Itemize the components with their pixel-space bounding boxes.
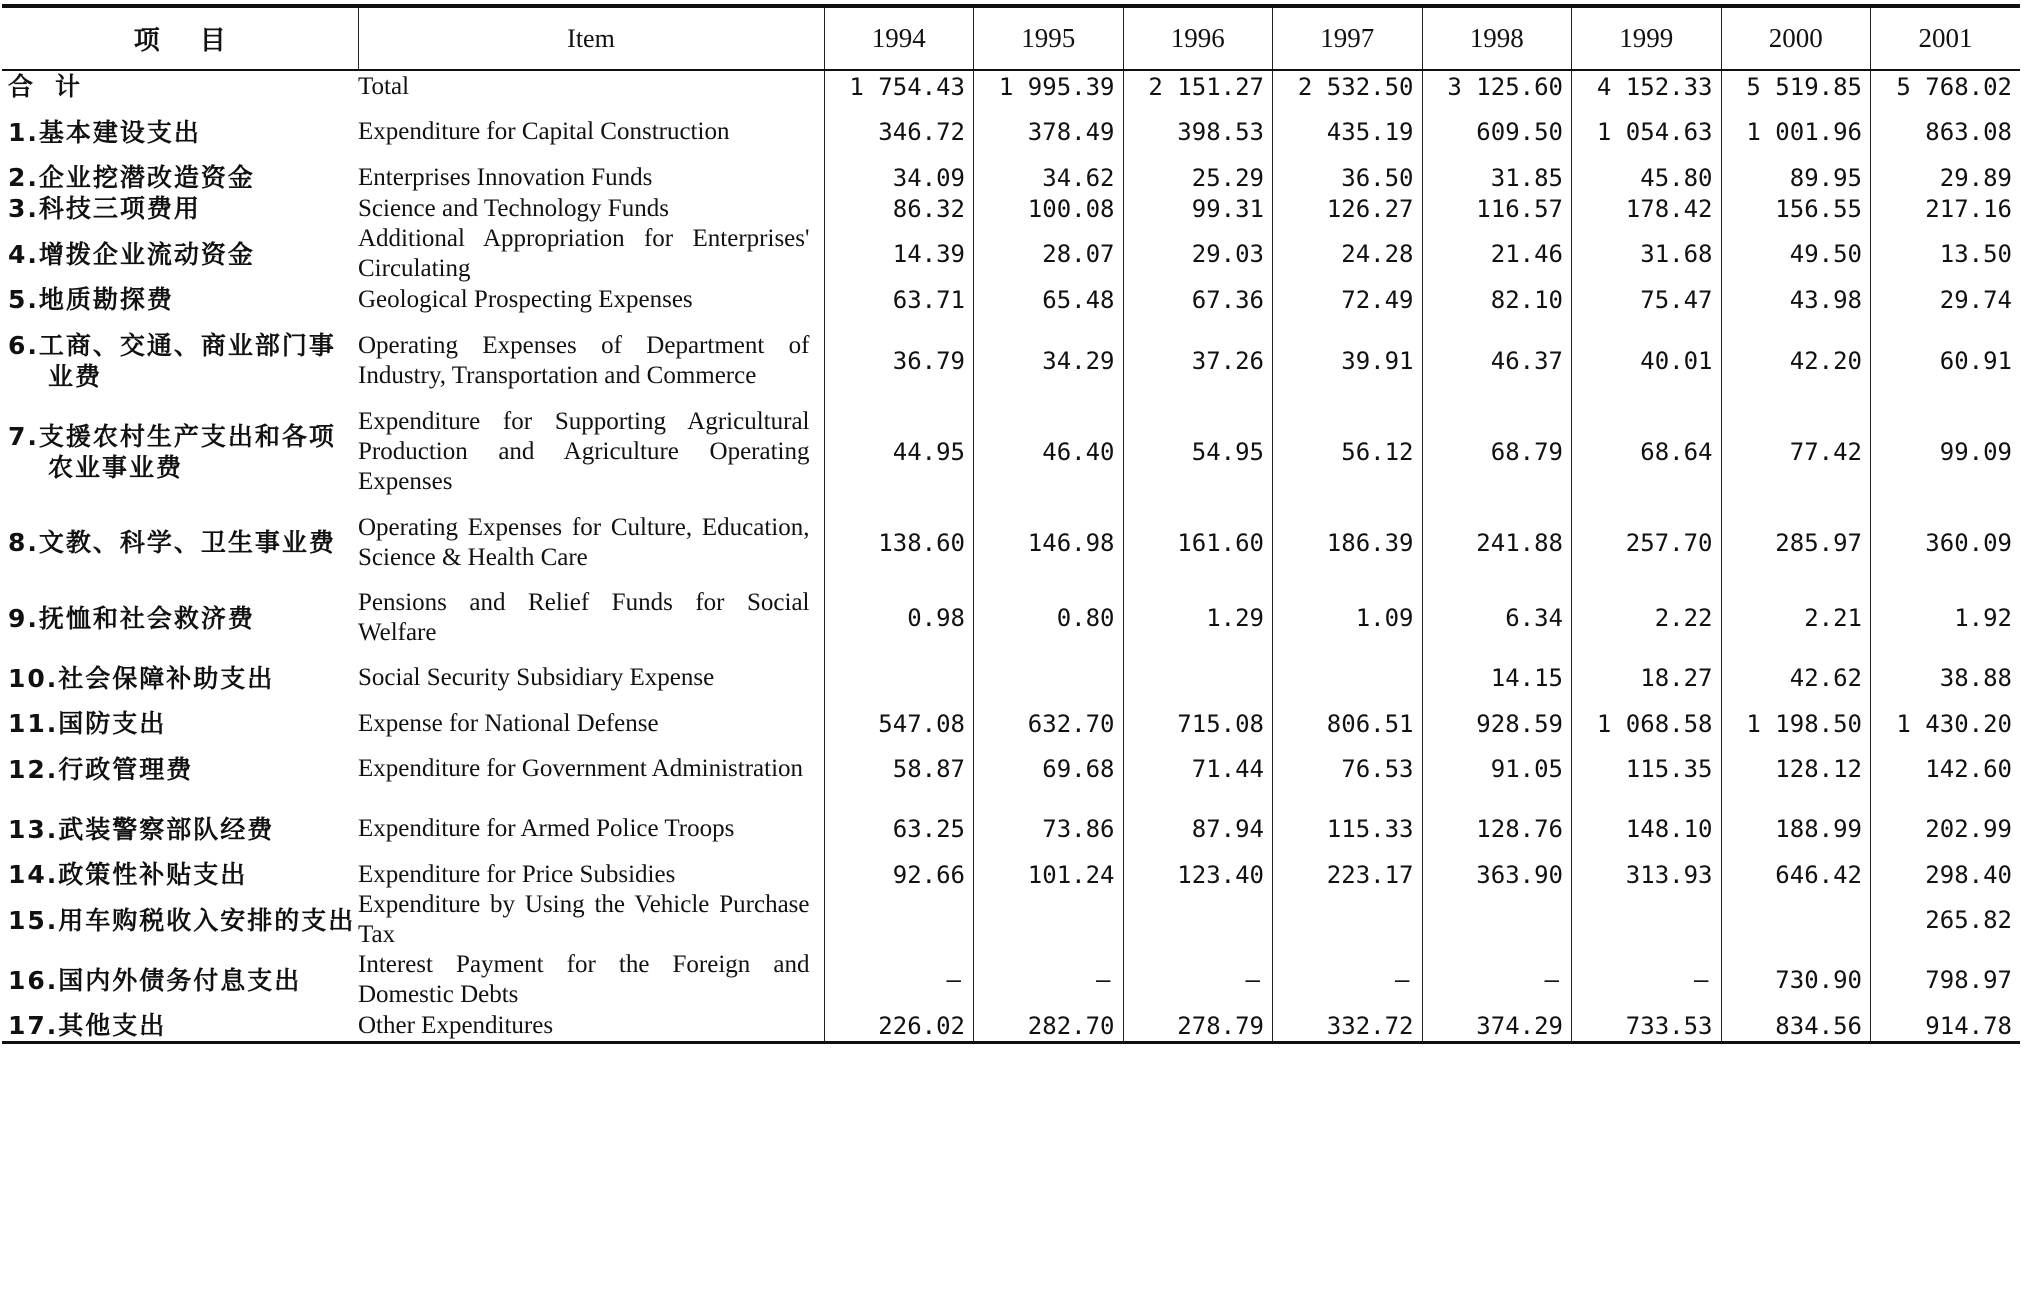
row-label-en: Enterprises Innovation Funds <box>358 163 653 191</box>
row-label-cn-text: 11.国防支出 <box>8 709 167 738</box>
header-year: 2001 <box>1871 6 2021 70</box>
table-row <box>2 950 2020 1010</box>
value-cell: 45.80 <box>1572 162 1722 193</box>
value-cell: 257.70 <box>1572 497 1722 588</box>
row-label-en: Geological Prospecting Expenses <box>358 285 693 313</box>
value-cell: 5 768.02 <box>1871 70 2021 102</box>
value-cell: 1.29 <box>1123 588 1273 648</box>
value-cell: 68.64 <box>1572 406 1722 497</box>
table-row <box>2 588 2020 648</box>
value-cell: – <box>824 950 974 1010</box>
table-row <box>2 799 2020 859</box>
value-cell <box>1721 890 1871 950</box>
table-row <box>2 859 2020 890</box>
table-row <box>2 648 2020 708</box>
table-row <box>2 102 2020 162</box>
value-cell: 374.29 <box>1422 1010 1572 1043</box>
table-row <box>2 708 2020 739</box>
value-cell: 69.68 <box>974 739 1124 799</box>
value-cell: 282.70 <box>974 1010 1124 1043</box>
value-cell: 100.08 <box>974 193 1124 224</box>
header-year: 1998 <box>1422 6 1572 70</box>
value-cell: 67.36 <box>1123 284 1273 315</box>
row-label-cn <box>2 588 358 648</box>
row-label-cn-text: 14.政策性补贴支出 <box>8 860 248 889</box>
table-row <box>2 890 2020 950</box>
header-year: 1997 <box>1273 6 1423 70</box>
value-cell: 76.53 <box>1273 739 1423 799</box>
row-label-cn <box>2 284 358 315</box>
value-cell: 188.99 <box>1721 799 1871 859</box>
row-label-cn <box>2 224 358 284</box>
header-year: 1996 <box>1123 6 1273 70</box>
value-cell: 82.10 <box>1422 284 1572 315</box>
row-label-en: Expenditure for Supporting Agricultural Production and Agriculture Operating Expenses <box>358 407 810 495</box>
header-year: 2000 <box>1721 6 1871 70</box>
value-cell: 46.37 <box>1422 315 1572 406</box>
value-cell: 278.79 <box>1123 1010 1273 1043</box>
value-cell: 126.27 <box>1273 193 1423 224</box>
value-cell: 39.91 <box>1273 315 1423 406</box>
header-cn-item: 项目 <box>2 6 358 70</box>
row-label-cn-text: 6.工商、交通、商业部门事业费 <box>8 330 336 391</box>
value-cell: 29.89 <box>1871 162 2021 193</box>
value-cell: 363.90 <box>1422 859 1572 890</box>
value-cell: 116.57 <box>1422 193 1572 224</box>
value-cell: 31.68 <box>1572 224 1722 284</box>
row-label-en: Additional Appropriation for Enterprises' Circulating <box>358 225 810 282</box>
value-cell: 91.05 <box>1422 739 1572 799</box>
value-cell: 72.49 <box>1273 284 1423 315</box>
row-label-cn <box>2 648 358 708</box>
value-cell <box>974 648 1124 708</box>
value-cell <box>1572 890 1722 950</box>
value-cell: – <box>1123 950 1273 1010</box>
value-cell: 733.53 <box>1572 1010 1722 1043</box>
value-cell: 730.90 <box>1721 950 1871 1010</box>
value-cell: 632.70 <box>974 708 1124 739</box>
row-label-en: Expenditure for Capital Construction <box>358 118 730 145</box>
row-label-cn <box>2 497 358 588</box>
value-cell: 42.20 <box>1721 315 1871 406</box>
value-cell: 332.72 <box>1273 1010 1423 1043</box>
value-cell: 128.76 <box>1422 799 1572 859</box>
value-cell: 63.25 <box>824 799 974 859</box>
value-cell: 49.50 <box>1721 224 1871 284</box>
value-cell: 71.44 <box>1123 739 1273 799</box>
table-row <box>2 162 2020 193</box>
value-cell <box>824 648 974 708</box>
value-cell: 806.51 <box>1273 708 1423 739</box>
row-label-cn <box>2 162 358 193</box>
value-cell: 148.10 <box>1572 799 1722 859</box>
value-cell: 29.74 <box>1871 284 2021 315</box>
value-cell: 63.71 <box>824 284 974 315</box>
value-cell: 834.56 <box>1721 1010 1871 1043</box>
value-cell: 146.98 <box>974 497 1124 588</box>
row-label-en: Expense for National Defense <box>358 709 659 737</box>
value-cell: 37.26 <box>1123 315 1273 406</box>
row-label-cn-text: 12.行政管理费 <box>8 754 194 784</box>
table-body <box>2 70 2020 1043</box>
table-row <box>2 315 2020 406</box>
value-cell: 4 152.33 <box>1572 70 1722 102</box>
row-label-cn-text: 17.其他支出 <box>8 1011 167 1040</box>
value-cell: 202.99 <box>1871 799 2021 859</box>
row-label-cn <box>2 950 358 1010</box>
value-cell: 435.19 <box>1273 102 1423 162</box>
header-year: 1995 <box>974 6 1124 70</box>
value-cell <box>974 890 1124 950</box>
value-cell: 14.39 <box>824 224 974 284</box>
value-cell: 2.22 <box>1572 588 1722 648</box>
row-label-cn-text: 2.企业挖潜改造资金 <box>8 163 255 192</box>
row-label-en: Other Expenditures <box>358 1010 824 1043</box>
value-cell: 186.39 <box>1273 497 1423 588</box>
row-label-cn-text: 16.国内外债务付息支出 <box>8 965 302 995</box>
value-cell: 28.07 <box>974 224 1124 284</box>
row-label-cn <box>2 70 358 102</box>
value-cell: 40.01 <box>1572 315 1722 406</box>
value-cell: 36.50 <box>1273 162 1423 193</box>
value-cell: 226.02 <box>824 1010 974 1043</box>
value-cell: 265.82 <box>1871 890 2021 950</box>
row-label-en: Expenditure for Armed Police Troops <box>358 815 735 842</box>
row-label-cn-text: 3.科技三项费用 <box>8 194 201 223</box>
table-row <box>2 224 2020 284</box>
table-row <box>2 497 2020 588</box>
table-row <box>2 193 2020 224</box>
table-row <box>2 284 2020 315</box>
value-cell: – <box>1572 950 1722 1010</box>
value-cell: 217.16 <box>1871 193 2021 224</box>
value-cell: 99.31 <box>1123 193 1273 224</box>
row-label-cn-text: 10.社会保障补助支出 <box>8 663 275 693</box>
header-row <box>2 6 2020 70</box>
value-cell: 1 001.96 <box>1721 102 1871 162</box>
value-cell: – <box>974 950 1124 1010</box>
row-label-cn <box>2 406 358 497</box>
value-cell: 31.85 <box>1422 162 1572 193</box>
value-cell: 715.08 <box>1123 708 1273 739</box>
row-label-cn <box>2 739 358 799</box>
value-cell: 161.60 <box>1123 497 1273 588</box>
value-cell <box>1273 890 1423 950</box>
value-cell: 2 532.50 <box>1273 70 1423 102</box>
row-label-cn <box>2 315 358 406</box>
value-cell: 14.15 <box>1422 648 1572 708</box>
value-cell: 1 198.50 <box>1721 708 1871 739</box>
value-cell: 115.35 <box>1572 739 1722 799</box>
value-cell: 1 068.58 <box>1572 708 1722 739</box>
value-cell: 42.62 <box>1721 648 1871 708</box>
value-cell: 18.27 <box>1572 648 1722 708</box>
expenditure-table <box>2 4 2020 1044</box>
table-row <box>2 406 2020 497</box>
row-label-cn <box>2 890 358 950</box>
row-label-en: Operating Expenses for Culture, Education, Science & Health Care <box>358 513 810 571</box>
row-label-cn-text: 1.基本建设支出 <box>8 117 201 147</box>
value-cell: 34.09 <box>824 162 974 193</box>
value-cell <box>1273 648 1423 708</box>
value-cell: 398.53 <box>1123 102 1273 162</box>
row-label-en: Science and Technology Funds <box>358 194 669 222</box>
row-label-cn <box>2 102 358 162</box>
row-label-cn <box>2 859 358 890</box>
row-label-en: Pensions and Relief Funds for Social Welfare <box>358 589 810 646</box>
value-cell: 99.09 <box>1871 406 2021 497</box>
table-row <box>2 739 2020 799</box>
value-cell: 54.95 <box>1123 406 1273 497</box>
value-cell: 3 125.60 <box>1422 70 1572 102</box>
value-cell: 58.87 <box>824 739 974 799</box>
value-cell: 25.29 <box>1123 162 1273 193</box>
value-cell: – <box>1273 950 1423 1010</box>
value-cell <box>1422 890 1572 950</box>
row-label-cn-text: 4.增拨企业流动资金 <box>8 239 255 269</box>
table-row <box>2 1010 2020 1043</box>
value-cell: 89.95 <box>1721 162 1871 193</box>
value-cell: 138.60 <box>824 497 974 588</box>
value-cell: 1.09 <box>1273 588 1423 648</box>
value-cell: 1 430.20 <box>1871 708 2021 739</box>
value-cell: 56.12 <box>1273 406 1423 497</box>
value-cell: 44.95 <box>824 406 974 497</box>
value-cell: 6.34 <box>1422 588 1572 648</box>
value-cell: 21.46 <box>1422 224 1572 284</box>
row-label-en: Expenditure for Government Administration <box>358 755 804 782</box>
value-cell <box>1123 890 1273 950</box>
value-cell: 101.24 <box>974 859 1124 890</box>
value-cell: 34.62 <box>974 162 1124 193</box>
value-cell: 914.78 <box>1871 1010 2021 1043</box>
row-label-cn-text: 9.抚恤和社会救济费 <box>8 603 255 633</box>
value-cell: 24.28 <box>1273 224 1423 284</box>
value-cell: 1 995.39 <box>974 70 1124 102</box>
row-label-cn <box>2 1010 358 1043</box>
value-cell: 223.17 <box>1273 859 1423 890</box>
value-cell: 609.50 <box>1422 102 1572 162</box>
value-cell: 75.47 <box>1572 284 1722 315</box>
value-cell: 646.42 <box>1721 859 1871 890</box>
table-header <box>2 6 2020 70</box>
value-cell: 178.42 <box>1572 193 1722 224</box>
row-label-en: Expenditure for Price Subsidies <box>358 860 676 888</box>
value-cell: 142.60 <box>1871 739 2021 799</box>
value-cell <box>1123 648 1273 708</box>
value-cell: 65.48 <box>974 284 1124 315</box>
value-cell: 34.29 <box>974 315 1124 406</box>
value-cell: 92.66 <box>824 859 974 890</box>
value-cell: 5 519.85 <box>1721 70 1871 102</box>
row-label-cn-text: 5.地质勘探费 <box>8 285 174 314</box>
value-cell: 798.97 <box>1871 950 2021 1010</box>
value-cell: 38.88 <box>1871 648 2021 708</box>
value-cell <box>824 890 974 950</box>
value-cell: 43.98 <box>1721 284 1871 315</box>
value-cell: 2 151.27 <box>1123 70 1273 102</box>
value-cell: 241.88 <box>1422 497 1572 588</box>
value-cell: 77.42 <box>1721 406 1871 497</box>
value-cell: 87.94 <box>1123 799 1273 859</box>
header-item: Item <box>358 6 824 70</box>
row-label-cn-text: 7.支援农村生产支出和各项农业事业费 <box>8 421 336 482</box>
row-label-cn-text: 合计 <box>8 72 103 101</box>
value-cell: 156.55 <box>1721 193 1871 224</box>
value-cell: 2.21 <box>1721 588 1871 648</box>
table-row <box>2 70 2020 102</box>
value-cell: 115.33 <box>1273 799 1423 859</box>
value-cell: 313.93 <box>1572 859 1722 890</box>
value-cell: 13.50 <box>1871 224 2021 284</box>
value-cell: 863.08 <box>1871 102 2021 162</box>
row-label-en: Social Security Subsidiary Expense <box>358 664 715 691</box>
row-label-en: Operating Expenses of Department of Industry, Transportation and Commerce <box>358 331 810 389</box>
value-cell: 1 054.63 <box>1572 102 1722 162</box>
value-cell: 346.72 <box>824 102 974 162</box>
header-year: 1999 <box>1572 6 1722 70</box>
value-cell: 1.92 <box>1871 588 2021 648</box>
row-label-cn-text: 13.武装警察部队经费 <box>8 814 275 844</box>
value-cell: 128.12 <box>1721 739 1871 799</box>
value-cell: 360.09 <box>1871 497 2021 588</box>
value-cell: 36.79 <box>824 315 974 406</box>
value-cell: 29.03 <box>1123 224 1273 284</box>
header-year: 1994 <box>824 6 974 70</box>
value-cell: 68.79 <box>1422 406 1572 497</box>
value-cell: 60.91 <box>1871 315 2021 406</box>
row-label-cn-text: 8.文教、科学、卫生事业费 <box>8 528 336 557</box>
row-label-cn <box>2 708 358 739</box>
value-cell: 73.86 <box>974 799 1124 859</box>
value-cell: 378.49 <box>974 102 1124 162</box>
row-label-cn-text: 15.用车购税收入安排的支出 <box>8 905 356 935</box>
row-label-en: Expenditure by Using the Vehicle Purchase Tax <box>358 891 810 948</box>
value-cell: 46.40 <box>974 406 1124 497</box>
value-cell: 285.97 <box>1721 497 1871 588</box>
value-cell: 123.40 <box>1123 859 1273 890</box>
value-cell: 298.40 <box>1871 859 2021 890</box>
value-cell: – <box>1422 950 1572 1010</box>
value-cell: 1 754.43 <box>824 70 974 102</box>
value-cell: 0.98 <box>824 588 974 648</box>
value-cell: 0.80 <box>974 588 1124 648</box>
row-label-cn <box>2 193 358 224</box>
value-cell: 547.08 <box>824 708 974 739</box>
row-label-cn <box>2 799 358 859</box>
value-cell: 928.59 <box>1422 708 1572 739</box>
row-label-en: Total <box>358 72 410 100</box>
value-cell: 86.32 <box>824 193 974 224</box>
row-label-en: Interest Payment for the Foreign and Domestic Debts <box>358 951 810 1008</box>
